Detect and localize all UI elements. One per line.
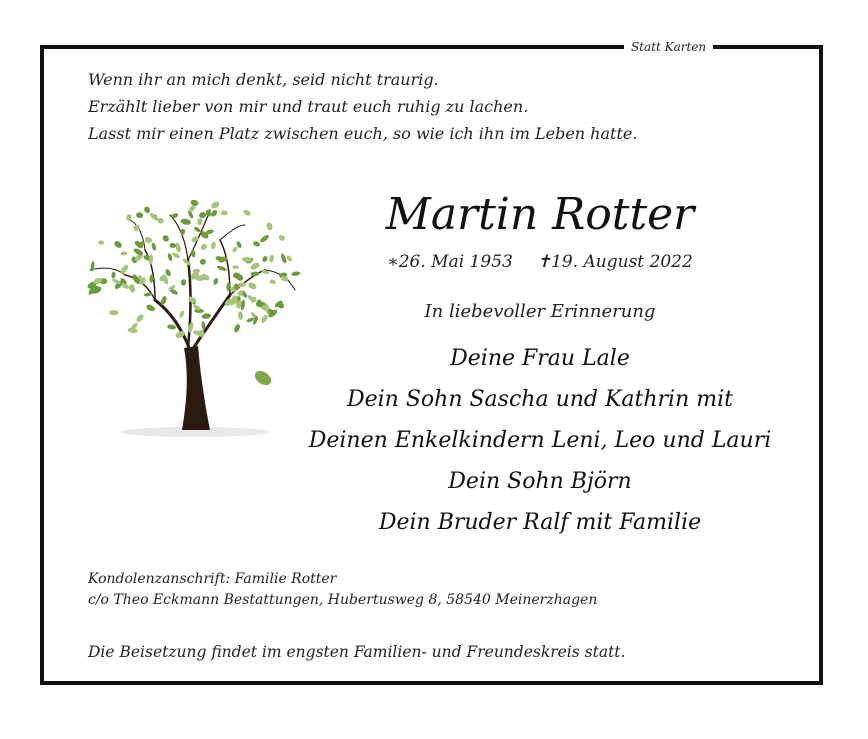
deceased-name: Martin Rotter	[385, 189, 695, 240]
death-date: 19. August 2022	[551, 252, 693, 272]
condolence-address	[88, 569, 597, 611]
poem-line: Wenn ihr an mich denkt, seid nicht traurig.	[88, 70, 439, 89]
birth-star-icon: ∗	[387, 252, 399, 272]
death-cross-icon: ✝	[536, 252, 552, 272]
address-line: c/o Theo Eckmann Bestattungen, Hubertusweg 8, 58540 Meinerzhagen	[88, 592, 598, 608]
mourner-line: Deinen Enkelkindern Leni, Leo und Lauri	[308, 428, 772, 453]
poem-line: Erzählt lieber von mir und traut euch ruhig zu lachen.	[88, 97, 529, 116]
poem-line: Lasst mir einen Platz zwischen euch, so wie ich ihn im Leben hatte.	[88, 124, 638, 143]
poem	[88, 66, 637, 147]
memory-line: In liebevoller Erinnerung	[424, 301, 656, 322]
birth-date: 26. Mai 1953	[398, 252, 513, 272]
mourner-line: Dein Bruder Ralf mit Familie	[378, 510, 702, 535]
life-dates	[320, 250, 760, 274]
mourners-list	[300, 338, 780, 543]
statt-karten-label: Statt Karten	[624, 40, 713, 54]
mourner-line: Dein Sohn Sascha und Kathrin mit	[346, 387, 733, 412]
tree-icon	[70, 180, 320, 440]
mourner-line: Deine Frau Lale	[450, 346, 630, 371]
burial-notice: Die Beisetzung findet im engsten Familien- und Freundeskreis statt.	[88, 643, 626, 661]
address-line: Kondolenzanschrift: Familie Rotter	[88, 571, 337, 587]
mourner-line: Dein Sohn Björn	[448, 469, 632, 494]
